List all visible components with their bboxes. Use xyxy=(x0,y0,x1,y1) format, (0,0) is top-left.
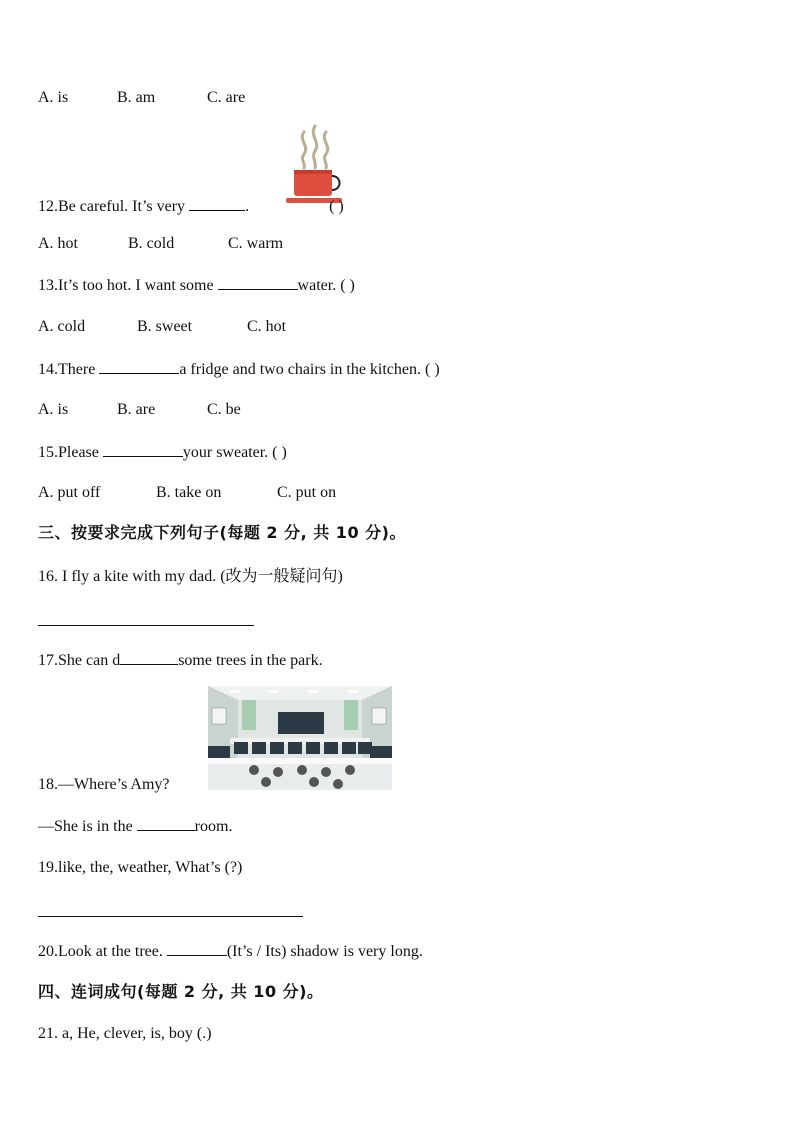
q12-option-b[interactable]: B. cold xyxy=(128,235,175,252)
q13-question xyxy=(38,275,355,296)
q11-options xyxy=(38,88,245,108)
q14-option-a[interactable]: A. is xyxy=(38,401,69,418)
q15-text-end: your sweater. ( ) xyxy=(182,444,287,461)
q12-option-c[interactable]: C. warm xyxy=(228,235,284,252)
q12-options xyxy=(38,234,283,254)
q16-question: 16. I fly a kite with my dad. (改为一般疑问句) xyxy=(38,568,343,585)
q15-text: 15.Please xyxy=(38,444,103,461)
q20-question xyxy=(38,941,423,962)
q13-answer-blank[interactable] xyxy=(218,275,298,290)
q12-period: . xyxy=(245,198,250,215)
q20-answer-blank[interactable] xyxy=(167,941,227,956)
q13-text: 13.It’s too hot. I want some xyxy=(38,277,218,294)
q13-options xyxy=(38,317,286,337)
q15-answer-blank[interactable] xyxy=(103,442,183,457)
q11-option-b[interactable]: B. am xyxy=(117,89,156,106)
q20-text-end: (It’s / Its) shadow is very long. xyxy=(226,943,423,960)
q20-text: 20.Look at the tree. xyxy=(38,943,167,960)
computer-room-image xyxy=(208,686,392,790)
section-4-title: 四、连词成句(每题 2 分, 共 10 分)。 xyxy=(38,982,324,1001)
q18-answer-end: room. xyxy=(194,818,233,835)
q14-text: 14.There xyxy=(38,361,100,378)
q13-text-end: water. ( ) xyxy=(297,277,355,294)
q18-answer-blank[interactable] xyxy=(137,816,195,831)
q11-option-c[interactable]: C. are xyxy=(207,89,246,106)
q15-question xyxy=(38,442,287,463)
section-3-title: 三、按要求完成下列句子(每题 2 分, 共 10 分)。 xyxy=(38,523,406,542)
q14-answer-blank[interactable] xyxy=(99,359,179,374)
q15-option-a[interactable]: A. put off xyxy=(38,484,101,501)
q17-question xyxy=(38,650,323,671)
q16-answer-line[interactable] xyxy=(38,625,254,626)
q15-option-c[interactable]: C. put on xyxy=(277,484,337,501)
q18-answer xyxy=(38,816,232,837)
q19-question: 19.like, the, weather, What’s (?) xyxy=(38,859,243,876)
q21-question: 21. a, He, clever, is, boy (.) xyxy=(38,1025,212,1042)
q14-text-end: a fridge and two chairs in the kitchen. ( ) xyxy=(179,361,440,378)
q14-options xyxy=(38,400,241,420)
q12-answer-blank[interactable] xyxy=(189,196,245,211)
q14-option-b[interactable]: B. are xyxy=(117,401,156,418)
q18-question: 18.—Where’s Amy? xyxy=(38,776,170,793)
q13-option-b[interactable]: B. sweet xyxy=(137,318,193,335)
q12-question xyxy=(38,196,344,217)
q15-option-b[interactable]: B. take on xyxy=(156,484,222,501)
q11-option-a[interactable]: A. is xyxy=(38,89,69,106)
q18-answer-text: —She is in the xyxy=(38,818,137,835)
hot-tea-cup-image xyxy=(284,124,344,206)
q12-text: 12.Be careful. It’s very xyxy=(38,198,190,215)
q15-options xyxy=(38,483,336,503)
q12-answer-paren[interactable]: ( ) xyxy=(329,198,344,215)
q17-text-end: some trees in the park. xyxy=(178,652,323,669)
q14-option-c[interactable]: C. be xyxy=(207,401,241,418)
q13-option-a[interactable]: A. cold xyxy=(38,318,86,335)
q19-answer-line[interactable] xyxy=(38,916,303,917)
q12-option-a[interactable]: A. hot xyxy=(38,235,78,252)
q17-answer-blank[interactable] xyxy=(120,650,178,665)
q13-option-c[interactable]: C. hot xyxy=(247,318,287,335)
q14-question xyxy=(38,359,440,380)
q17-text: 17.She can d xyxy=(38,652,121,669)
